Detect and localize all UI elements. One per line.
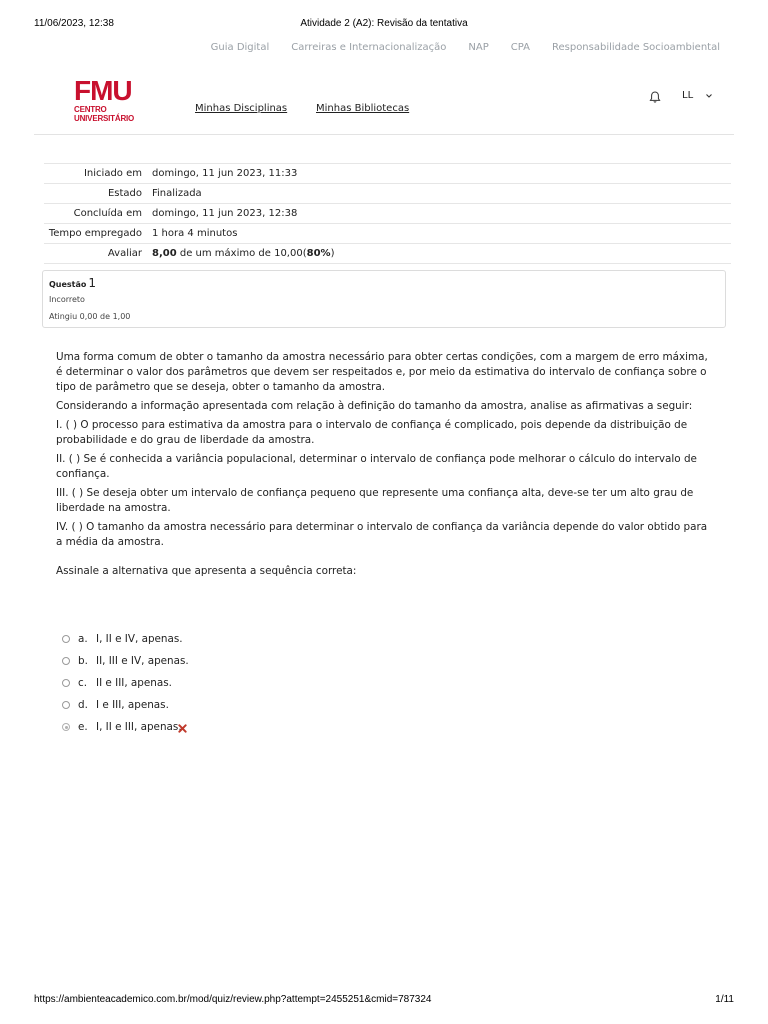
print-url: https://ambienteacademico.com.br/mod/quiz/review.php?attempt=2455251&cmid=787324 xyxy=(34,994,432,1005)
summary-value: domingo, 11 jun 2023, 12:38 xyxy=(148,204,731,224)
radio-button[interactable] xyxy=(62,701,70,709)
question-number-value: 1 xyxy=(88,276,97,290)
print-page-number: 1/11 xyxy=(715,994,734,1005)
question-state: Incorreto xyxy=(49,295,85,304)
answer-text: II, III e IV, apenas. xyxy=(96,655,189,667)
question-statement: I. ( ) O processo para estimativa da amostra para o intervalo de confiança é complicado, pois depende da distribuição de probabilidade e do grau de liberdade da amostra. xyxy=(56,419,688,446)
grade-percent: 80% xyxy=(306,248,331,259)
answer-text: I, II e IV, apenas. xyxy=(96,633,183,645)
summary-label: Avaliar xyxy=(44,244,148,264)
nav-minhas-disciplinas[interactable]: Minhas Disciplinas xyxy=(195,103,288,114)
summary-value: Finalizada xyxy=(148,184,731,204)
summary-label: Iniciado em xyxy=(44,164,148,184)
chevron-down-icon[interactable] xyxy=(705,92,713,100)
summary-value: domingo, 11 jun 2023, 11:33 xyxy=(148,164,731,184)
logo-main: FMU xyxy=(74,75,132,106)
grade-max: de um máximo de 10,00( xyxy=(176,248,307,259)
answer-letter: d. xyxy=(78,699,88,711)
question-label: Questão xyxy=(49,280,87,289)
question-number xyxy=(49,276,96,290)
answer-text: I e III, apenas. xyxy=(96,699,169,711)
top-link-guia-digital[interactable]: Guia Digital xyxy=(210,42,270,53)
grade-score: 8,00 xyxy=(152,248,177,259)
incorrect-x-icon xyxy=(178,724,187,733)
question-text xyxy=(56,350,712,583)
answer-letter: e. xyxy=(78,721,88,733)
question-statement: IV. ( ) O tamanho da amostra necessário para determinar o intervalo de confiança da variância depende do valor obtido para a média da amostra. xyxy=(56,521,708,548)
top-link-cpa[interactable]: CPA xyxy=(510,42,530,53)
summary-row xyxy=(44,204,731,224)
radio-button[interactable] xyxy=(62,635,70,643)
print-footer xyxy=(34,994,734,1008)
fmu-logo[interactable] xyxy=(74,75,166,123)
question-statement: II. ( ) Se é conhecida a variância populacional, determinar o intervalo de confiança pode melhorar o cálculo do intervalo de confiança. xyxy=(56,453,697,480)
summary-row xyxy=(44,224,731,244)
user-initials[interactable]: LL xyxy=(682,90,694,101)
radio-button-selected[interactable] xyxy=(62,723,70,731)
answer-letter: b. xyxy=(78,655,88,667)
question-paragraph: Considerando a informação apresentada com relação à definição do tamanho da amostra, analise as afirmativas a seguir: xyxy=(56,400,693,412)
answer-text: II e III, apenas. xyxy=(96,677,172,689)
summary-row xyxy=(44,164,731,184)
summary-label: Tempo empregado xyxy=(44,224,148,244)
top-link-nap[interactable]: NAP xyxy=(468,42,489,53)
answer-letter: c. xyxy=(78,677,88,689)
print-datetime: 11/06/2023, 12:38 xyxy=(34,18,114,29)
bell-icon[interactable] xyxy=(648,90,662,104)
print-title: Atividade 2 (A2): Revisão da tentativa xyxy=(300,18,468,29)
answer-text: I, II e III, apenas. xyxy=(96,721,182,733)
summary-label: Concluída em xyxy=(44,204,148,224)
print-header xyxy=(34,18,734,32)
question-grade: Atingiu 0,00 de 1,00 xyxy=(49,312,131,321)
question-info xyxy=(42,270,726,328)
navbar xyxy=(34,76,734,135)
question-paragraph: Uma forma comum de obter o tamanho da amostra necessário para obter certas condições, com a margem de erro máxima, é determinar o valor dos parâmetros que devem ser respeitados e, por meio da estimativa do intervalo de confiança sobre o tipo de parâmetro que se deseja, obter o tamanho da amostra. xyxy=(56,351,708,393)
answer-letter: a. xyxy=(78,633,88,645)
summary-label: Estado xyxy=(44,184,148,204)
top-link-responsabilidade[interactable]: Responsabilidade Socioambiental xyxy=(551,42,720,53)
question-prompt: Assinale a alternativa que apresenta a sequência correta: xyxy=(56,565,357,577)
top-links xyxy=(211,42,720,53)
summary-row xyxy=(44,184,731,204)
attempt-summary xyxy=(44,163,731,264)
top-link-carreiras[interactable]: Carreiras e Internacionalização xyxy=(291,42,447,53)
summary-row xyxy=(44,244,731,264)
radio-button[interactable] xyxy=(62,657,70,665)
nav-minhas-bibliotecas[interactable]: Minhas Bibliotecas xyxy=(316,103,410,114)
grade-close: ) xyxy=(330,248,335,259)
summary-grade xyxy=(148,244,731,264)
radio-button[interactable] xyxy=(62,679,70,687)
logo-sub: CENTRO UNIVERSITÁRIO xyxy=(74,105,135,123)
question-statement: III. ( ) Se deseja obter um intervalo de confiança pequeno que represente uma confiança alta, deve-se ter um alto grau de liberdade na amostra. xyxy=(56,487,694,514)
summary-value: 1 hora 4 minutos xyxy=(148,224,731,244)
